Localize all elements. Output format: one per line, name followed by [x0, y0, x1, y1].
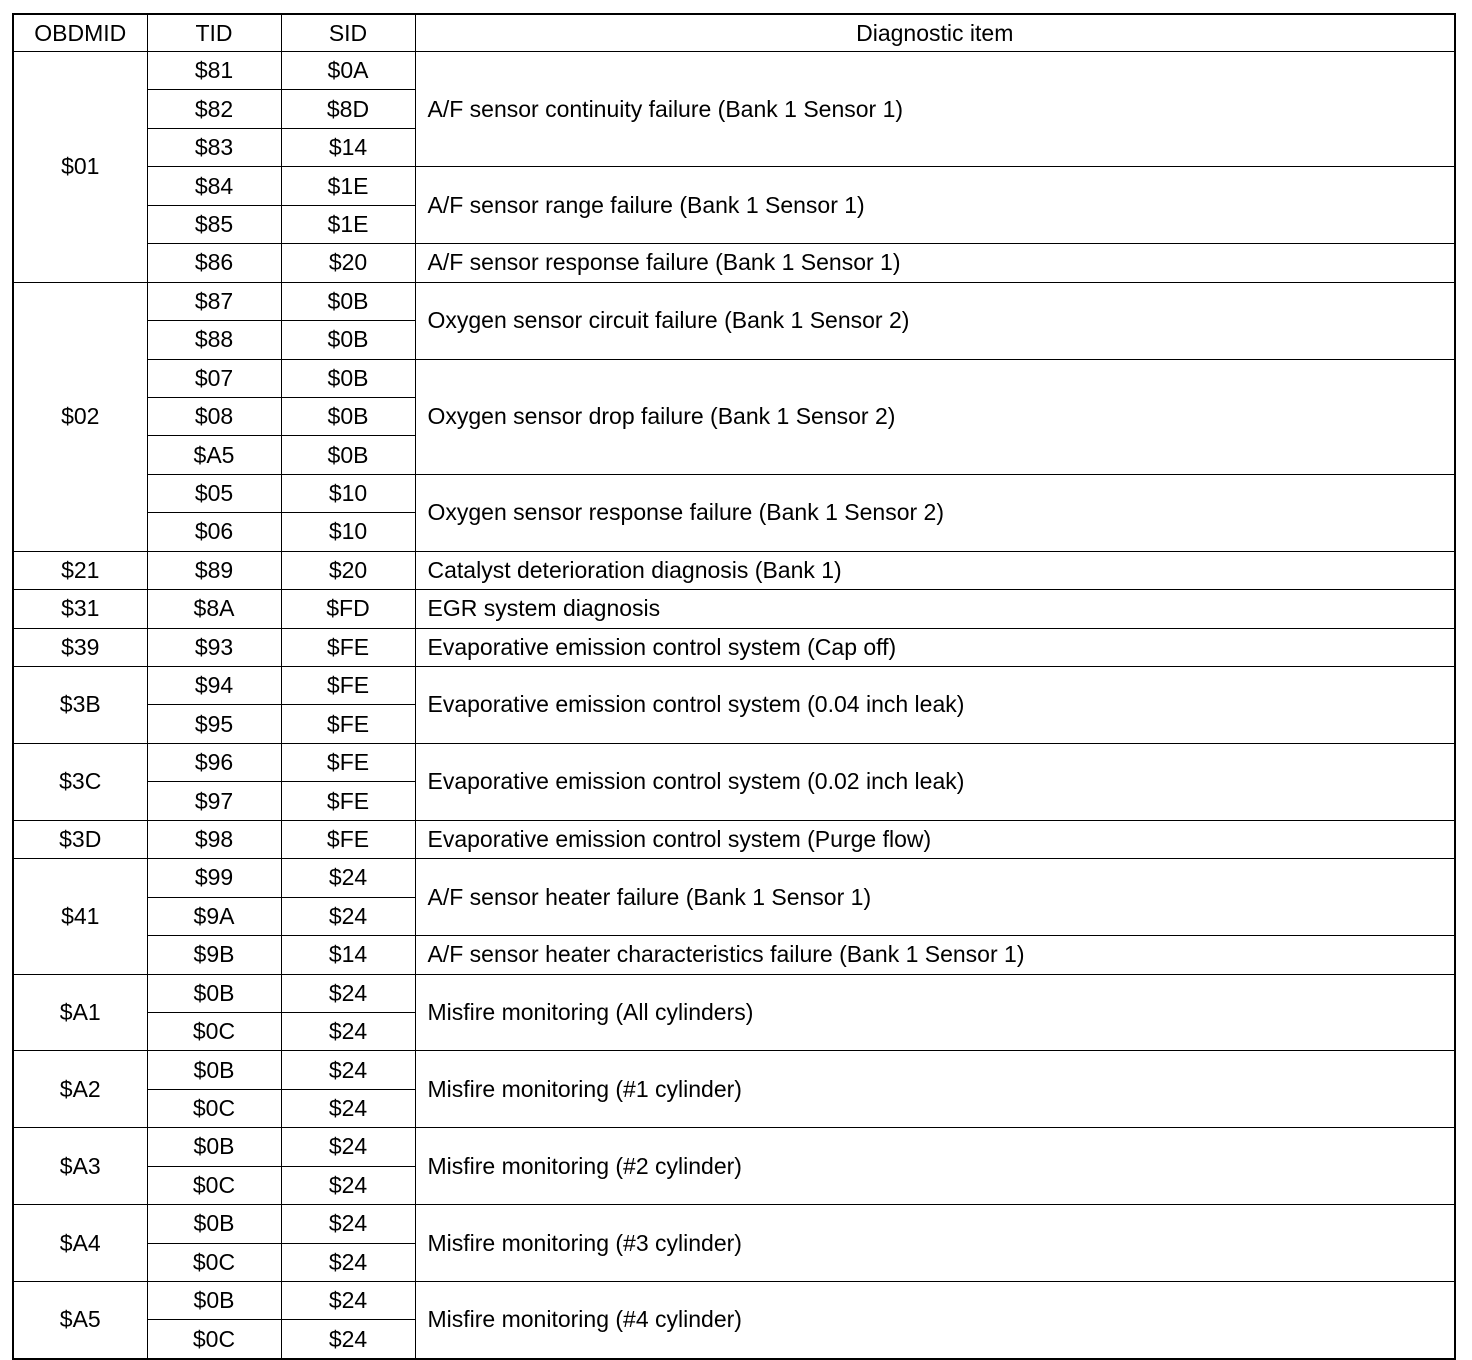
- sid-cell: $8D: [281, 90, 415, 128]
- diagnostic-item-cell: Evaporative emission control system (0.02 inch leak): [415, 743, 1455, 820]
- sid-cell: $14: [281, 936, 415, 974]
- tid-cell: $0C: [147, 1243, 281, 1281]
- obdmid-cell: $02: [13, 282, 147, 551]
- diagnostic-item-cell: Oxygen sensor drop failure (Bank 1 Sensor 2): [415, 359, 1455, 474]
- tid-cell: $08: [147, 397, 281, 435]
- tid-cell: $99: [147, 859, 281, 897]
- diagnostic-item-cell: Misfire monitoring (#1 cylinder): [415, 1051, 1455, 1128]
- tid-cell: $07: [147, 359, 281, 397]
- sid-cell: $10: [281, 474, 415, 512]
- diagnostic-item-cell: A/F sensor continuity failure (Bank 1 Sensor 1): [415, 52, 1455, 167]
- obdmid-cell: $01: [13, 52, 147, 283]
- table-row: [13, 859, 1455, 897]
- table-row: [13, 1051, 1455, 1089]
- tid-cell: $84: [147, 167, 281, 205]
- header-tid: TID: [147, 14, 281, 52]
- sid-cell: $24: [281, 1166, 415, 1204]
- sid-cell: $FE: [281, 820, 415, 858]
- table-row: [13, 820, 1455, 858]
- sid-cell: $24: [281, 974, 415, 1012]
- diagnostic-item-cell: Catalyst deterioration diagnosis (Bank 1): [415, 551, 1455, 589]
- obdmid-cell: $39: [13, 628, 147, 666]
- tid-cell: $93: [147, 628, 281, 666]
- diagnostic-item-cell: A/F sensor heater failure (Bank 1 Sensor 1): [415, 859, 1455, 936]
- obdmid-cell: $A2: [13, 1051, 147, 1128]
- sid-cell: $24: [281, 897, 415, 935]
- diagnostic-item-cell: Evaporative emission control system (0.04 inch leak): [415, 667, 1455, 744]
- sid-cell: $FE: [281, 628, 415, 666]
- sid-cell: $20: [281, 551, 415, 589]
- sid-cell: $0B: [281, 397, 415, 435]
- tid-cell: $9B: [147, 936, 281, 974]
- table-row: [13, 743, 1455, 781]
- obd-diagnostic-table: [12, 13, 1456, 1360]
- table-header-row: [13, 14, 1455, 52]
- diagnostic-item-cell: Oxygen sensor response failure (Bank 1 Sensor 2): [415, 474, 1455, 551]
- tid-cell: $0B: [147, 1051, 281, 1089]
- tid-cell: $81: [147, 52, 281, 90]
- obdmid-cell: $A3: [13, 1128, 147, 1205]
- sid-cell: $0B: [281, 436, 415, 474]
- sid-cell: $14: [281, 128, 415, 166]
- tid-cell: $94: [147, 667, 281, 705]
- obdmid-cell: $3B: [13, 667, 147, 744]
- sid-cell: $20: [281, 244, 415, 282]
- tid-cell: $85: [147, 205, 281, 243]
- sid-cell: $0B: [281, 321, 415, 359]
- tid-cell: $0B: [147, 1282, 281, 1320]
- table-row: [13, 282, 1455, 320]
- sid-cell: $24: [281, 859, 415, 897]
- sid-cell: $FE: [281, 743, 415, 781]
- sid-cell: $FE: [281, 705, 415, 743]
- tid-cell: $0B: [147, 1205, 281, 1243]
- tid-cell: $0C: [147, 1166, 281, 1204]
- sid-cell: $0B: [281, 282, 415, 320]
- table-row: [13, 167, 1455, 205]
- sid-cell: $0A: [281, 52, 415, 90]
- table-row: [13, 1128, 1455, 1166]
- obdmid-cell: $41: [13, 859, 147, 974]
- tid-cell: $0C: [147, 1012, 281, 1050]
- tid-cell: $0C: [147, 1089, 281, 1127]
- tid-cell: $A5: [147, 436, 281, 474]
- obdmid-cell: $A4: [13, 1205, 147, 1282]
- tid-cell: $9A: [147, 897, 281, 935]
- table-row: [13, 974, 1455, 1012]
- tid-cell: $8A: [147, 590, 281, 628]
- table-row: [13, 359, 1455, 397]
- diagnostic-item-cell: Misfire monitoring (#3 cylinder): [415, 1205, 1455, 1282]
- diagnostic-item-cell: A/F sensor response failure (Bank 1 Sensor 1): [415, 244, 1455, 282]
- tid-cell: $97: [147, 782, 281, 820]
- sid-cell: $24: [281, 1243, 415, 1281]
- diagnostic-item-cell: Misfire monitoring (#4 cylinder): [415, 1282, 1455, 1359]
- sid-cell: $10: [281, 513, 415, 551]
- tid-cell: $87: [147, 282, 281, 320]
- obdmid-cell: $3C: [13, 743, 147, 820]
- sid-cell: $0B: [281, 359, 415, 397]
- sid-cell: $FD: [281, 590, 415, 628]
- sid-cell: $24: [281, 1282, 415, 1320]
- tid-cell: $05: [147, 474, 281, 512]
- sid-cell: $24: [281, 1205, 415, 1243]
- diagnostic-item-cell: A/F sensor heater characteristics failure (Bank 1 Sensor 1): [415, 936, 1455, 974]
- diagnostic-item-cell: Evaporative emission control system (Cap off): [415, 628, 1455, 666]
- sid-cell: $1E: [281, 205, 415, 243]
- diagnostic-item-cell: Oxygen sensor circuit failure (Bank 1 Sensor 2): [415, 282, 1455, 359]
- sid-cell: $24: [281, 1128, 415, 1166]
- tid-cell: $88: [147, 321, 281, 359]
- header-obdmid: OBDMID: [13, 14, 147, 52]
- table-row: [13, 590, 1455, 628]
- obdmid-cell: $21: [13, 551, 147, 589]
- table-row: [13, 1282, 1455, 1320]
- diagnostic-item-cell: Misfire monitoring (All cylinders): [415, 974, 1455, 1051]
- tid-cell: $06: [147, 513, 281, 551]
- sid-cell: $FE: [281, 667, 415, 705]
- obdmid-cell: $31: [13, 590, 147, 628]
- table-row: [13, 551, 1455, 589]
- tid-cell: $98: [147, 820, 281, 858]
- tid-cell: $0B: [147, 974, 281, 1012]
- tid-cell: $86: [147, 244, 281, 282]
- diagnostic-item-cell: A/F sensor range failure (Bank 1 Sensor 1): [415, 167, 1455, 244]
- tid-cell: $0C: [147, 1320, 281, 1359]
- sid-cell: $24: [281, 1051, 415, 1089]
- tid-cell: $82: [147, 90, 281, 128]
- table-row: [13, 628, 1455, 666]
- sid-cell: $24: [281, 1089, 415, 1127]
- table-row: [13, 474, 1455, 512]
- sid-cell: $FE: [281, 782, 415, 820]
- sid-cell: $1E: [281, 167, 415, 205]
- sid-cell: $24: [281, 1320, 415, 1359]
- tid-cell: $0B: [147, 1128, 281, 1166]
- table-row: [13, 667, 1455, 705]
- table-row: [13, 52, 1455, 90]
- diagnostic-item-cell: Evaporative emission control system (Purge flow): [415, 820, 1455, 858]
- tid-cell: $96: [147, 743, 281, 781]
- table-row: [13, 244, 1455, 282]
- tid-cell: $89: [147, 551, 281, 589]
- tid-cell: $83: [147, 128, 281, 166]
- obdmid-cell: $3D: [13, 820, 147, 858]
- tid-cell: $95: [147, 705, 281, 743]
- diagnostic-item-cell: Misfire monitoring (#2 cylinder): [415, 1128, 1455, 1205]
- table-row: [13, 936, 1455, 974]
- header-diagnostic-item: Diagnostic item: [415, 14, 1455, 52]
- table-body: [13, 52, 1455, 1359]
- header-sid: SID: [281, 14, 415, 52]
- sid-cell: $24: [281, 1012, 415, 1050]
- diagnostic-item-cell: EGR system diagnosis: [415, 590, 1455, 628]
- obdmid-cell: $A1: [13, 974, 147, 1051]
- table-row: [13, 1205, 1455, 1243]
- obdmid-cell: $A5: [13, 1282, 147, 1359]
